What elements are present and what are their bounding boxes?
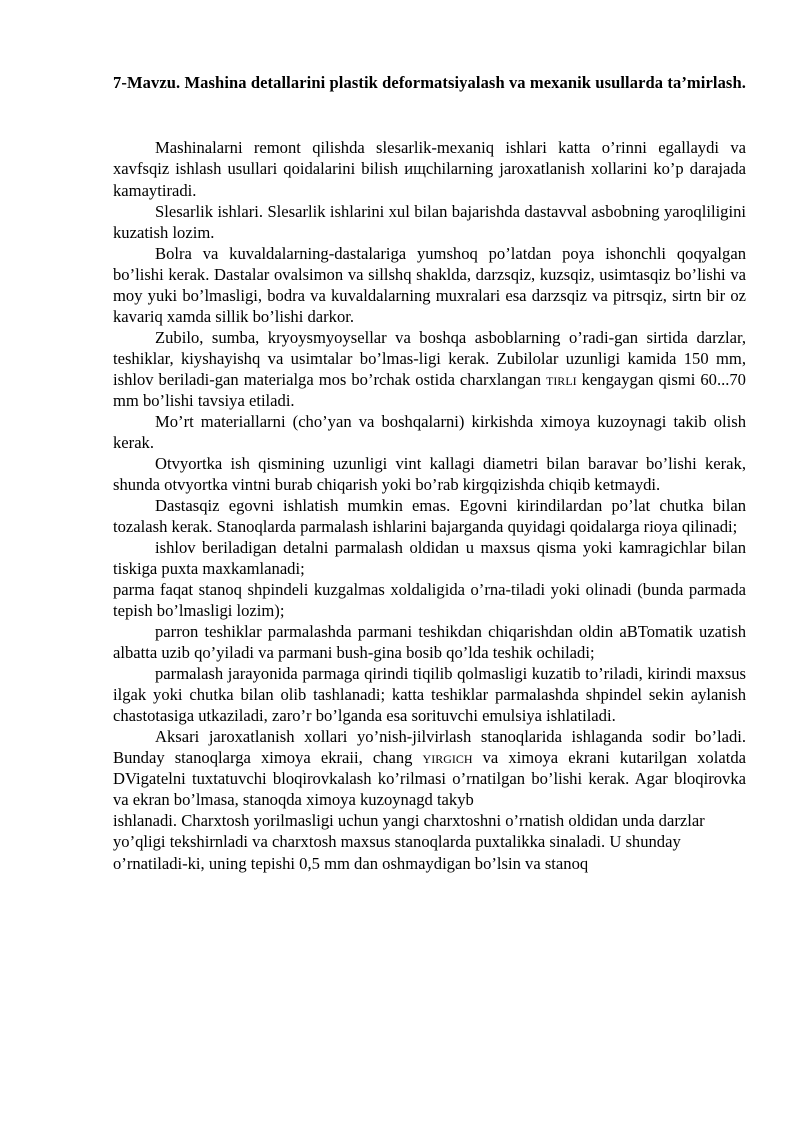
title-body-spacer [113,93,746,137]
page-title [113,72,746,93]
body-paragraph-4: Zubilo, sumba, kryoysmyoysellar va boshqa asboblarning o’radi-gan sirtida darzlar, teshiklar, kiyshayishq va usimtalar bo’lmas-ligi kerak. Zubilolar uzunligi kamida 150 mm, ishlov beriladi-gan materialga mos bo’rchak ostida charxlangan tirli kengaygan qismi 60...70 mm bo’lishi tavsiya etiladi. [113,327,746,410]
document-content [113,72,746,874]
body-paragraph-3: Bolra va kuvaldalarning-dastalariga yumshoq po’latdan poya ishonchli qoqyalgan bo’lishi kerak. Dastalar ovalsimon va sillshq shaklda, darzsqiz, kuzsqiz, usimtasqiz bo’lishi va moy yuki bo’lmasligi, bodra va kuvaldalarning muxralari esa darzsqiz va pitrsqiz, sirtn bir oz kavariq xamda sillik bo’lishi darkor. [113,243,746,326]
small-caps-run: tirli [545,369,577,389]
body-paragraph-7: Dastasqiz egovni ishlatish mumkin emas. Egovni kirindilardan po’lat chutka bilan tozalash kerak. Stanoqlarda parmalash ishlarini bajarganda quyidagi qoidalarga rioya qilinadi; [113,495,746,536]
page-title-line-2: ta’mirlash. [667,73,746,92]
page-title-line-1: 7-Mavzu. Mashina detallarini plastik deformatsiyalash va mexanik usullarda [113,73,664,92]
body-paragraph-11: parmalash jarayonida parmaga qirindi tiqilib qolmasligi kuzatib to’riladi, kirindi maxsus ilgak yoki chutka bilan olib tashlanadi; katta teshiklar parmalashda shpindel sekin aylanish chastotasiga utkaziladi, zaro’r bo’lganda esa sorituvchi emulsiya ishlatiladi. [113,664,746,726]
body-paragraph-1: Mashinalarni remont qilishda slesarlik-mexaniq ishlari katta o’rinni egallaydi va xavfsqiz ishlash usullari qoidalarini bilish ищchilarning jaroxatlanish xollarini ko’p darajada kamaytiradi. [113,138,746,200]
body-paragraph-6: Otvyortka ish qismining uzunligi vint kallagi diametri bilan baravar bo’lishi kerak, shunda otvyortka vintni burab chiqarish yoki bo’rab kirgqizishda chiqib ketmaydi. [113,453,746,494]
body-paragraph-5: Mo’rt materiallarni (cho’yan va boshqalarni) kirkishda ximoya kuzoynagi takib olish kerak. [113,411,746,452]
body-paragraph-10: parron teshiklar parmalashda parmani teshikdan chiqarishdan oldin aBTomatik uzatish albatta uzib qo’yiladi va parmani bush-gina bosib qo’lda teshik ochiladi; [113,622,746,663]
body-paragraph-12: Aksari jaroxatlanish xollari yo’nish-jilvirlash stanoqlarida ishlaganda sodir bo’ladi. Bunday stanoqlarga ximoya ekraii, chang yirgich va ximoya ekrani kutarilgan xolatda DVigatelni tuxtatuvchi bloqirovkalash ko’rilmasi o’rnatilgan bo’lishi kerak. Agar bloqirovka va ekran bo’lmasa, stanoqda ximoya kuzoynagd takyb [113,727,746,810]
body-paragraph-8: ishlov beriladigan detalni parmalash oldidan u maxsus qisma yoki kamragichlar bilan tiskiga puxta maxkamlanadi; [113,538,746,579]
small-caps-run: yirgich [422,748,473,768]
body-paragraph-2: Slesarlik ishlari. Slesarlik ishlarini xul bilan bajarishda dastavval asbobning yaroqliligini kuzatish lozim. [113,201,746,242]
body-paragraph-9: parma faqat stanoq shpindeli kuzgalmas xoldaligida o’rna-tiladi yoki olinadi (bunda parmada tepish bo’lmasligi lozim); [113,580,746,621]
body-paragraph-13: ishlanadi. Charxtosh yorilmasligi uchun yangi charxtoshni o’rnatish oldidan unda darzlar yo’qligi tekshirnladi va charxtosh maxsus stanoqlarda puxtalikka sinaladi. U shunday o’rnatiladi-ki, uning tepishi 0,5 mm dan oshmaydigan bo’lsin va stanoq [113,811,705,873]
